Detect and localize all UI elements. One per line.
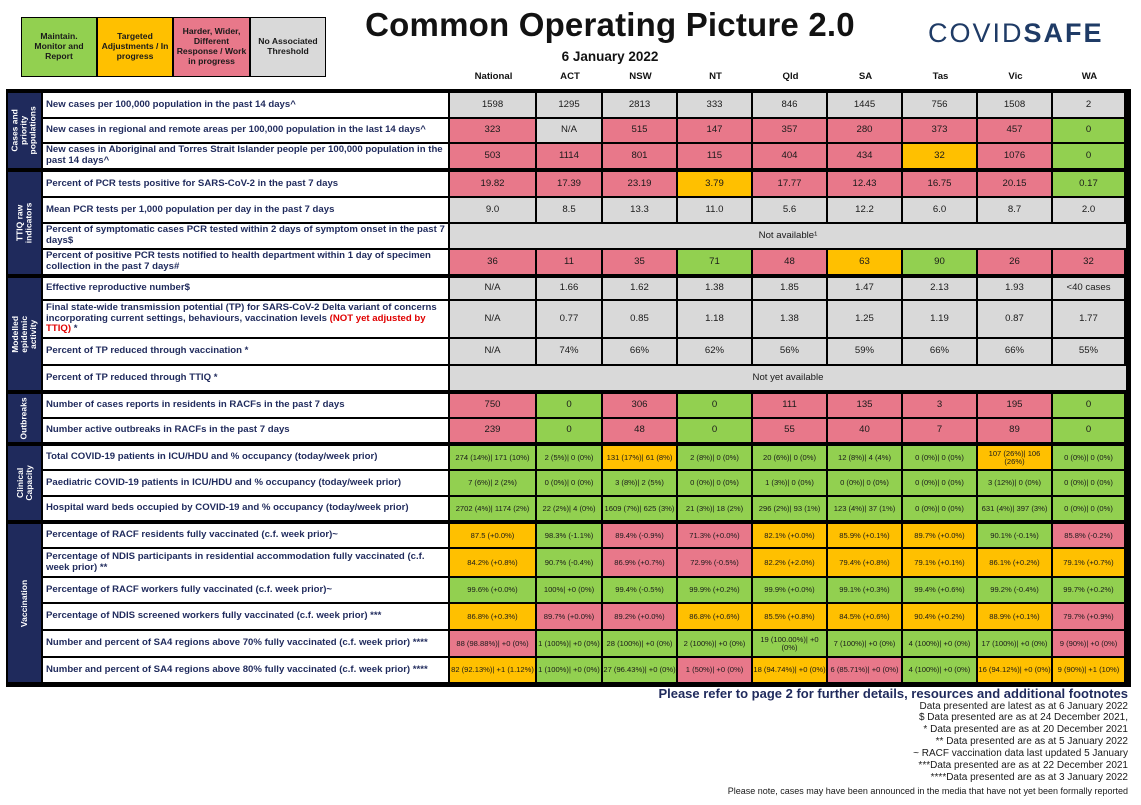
value-cell-sa: 40 [828, 419, 901, 442]
value-cell-nsw: 48 [603, 419, 676, 442]
value-cell-national: 750 [450, 394, 535, 417]
value-cell-wa: 1.77 [1053, 301, 1124, 337]
value-cell-qld: 48 [753, 250, 826, 274]
value-cell-national: 1598 [450, 93, 535, 117]
value-cell-qld: 357 [753, 119, 826, 142]
value-cell-tas: 373 [903, 119, 976, 142]
value-cell-nt: 115 [678, 144, 751, 168]
value-cell-nt: 0 [678, 419, 751, 442]
footnote-line: ** Data presented are as at 5 January 2022 [935, 736, 1128, 747]
value-cell-qld: 1.85 [753, 278, 826, 299]
value-cell-sa: 99.1% (+0.3%) [828, 578, 901, 602]
value-cell-wa: 0 [1053, 144, 1124, 168]
value-cell-nt: 11.0 [678, 198, 751, 222]
value-cell-vic: 107 (26%)| 106 (26%) [978, 446, 1051, 469]
value-cell-tas: 89.7% (+0.0%) [903, 524, 976, 547]
value-cell-qld: 404 [753, 144, 826, 168]
value-cell-act: N/A [537, 119, 601, 142]
value-cell-act: 90.7% (-0.4%) [537, 549, 601, 576]
value-cell-national: 19.82 [450, 172, 535, 196]
value-cell-wa: 9 (90%)| +1 (10%) [1053, 658, 1124, 682]
indicator-label: Percentage of RACF workers fully vaccinated (c.f. week prior)~ [43, 578, 448, 602]
indicator-label: Total COVID-19 patients in ICU/HDU and % occupancy (today/week prior) [43, 446, 448, 469]
value-cell-tas: 3 [903, 394, 976, 417]
column-header-vic: Vic [1008, 71, 1023, 82]
indicator-label: Number and percent of SA4 regions above 70% fully vaccinated (c.f. week prior) **** [43, 631, 448, 656]
value-cell-qld: 1.38 [753, 301, 826, 337]
value-cell-tas: 2.13 [903, 278, 976, 299]
value-cell-nsw: 89.4% (-0.9%) [603, 524, 676, 547]
value-cell-qld: 1 (3%)| 0 (0%) [753, 471, 826, 495]
value-cell-national: 7 (6%)| 2 (2%) [450, 471, 535, 495]
value-cell-sa: 7 (100%)| +0 (0%) [828, 631, 901, 656]
value-cell-sa: 280 [828, 119, 901, 142]
value-cell-qld: 55 [753, 419, 826, 442]
value-cell-tas: 79.1% (+0.1%) [903, 549, 976, 576]
value-cell-tas: 0 (0%)| 0 (0%) [903, 497, 976, 520]
indicator-label: Percentage of NDIS participants in residential accommodation fully vaccinated (c.f. week prior) ** [43, 549, 448, 576]
value-cell-national: 87.5 (+0.0%) [450, 524, 535, 547]
value-cell-sa: 1.25 [828, 301, 901, 337]
value-cell-act: 8.5 [537, 198, 601, 222]
value-cell-vic: 20.15 [978, 172, 1051, 196]
column-header-qld: Qld [782, 71, 799, 82]
value-cell-nt: 0 [678, 394, 751, 417]
value-cell-wa: 0 [1053, 394, 1124, 417]
value-cell-nt: 21 (3%)| 18 (2%) [678, 497, 751, 520]
value-cell-vic: 3 (12%)| 0 (0%) [978, 471, 1051, 495]
value-cell-nsw: 801 [603, 144, 676, 168]
value-cell-vic: 457 [978, 119, 1051, 142]
value-cell-vic: 0.87 [978, 301, 1051, 337]
value-cell-qld: 20 (6%)| 0 (0%) [753, 446, 826, 469]
value-cell-wa: 0.17 [1053, 172, 1124, 196]
value-cell-wa: 0 (0%)| 0 (0%) [1053, 471, 1124, 495]
value-cell-national: 239 [450, 419, 535, 442]
value-cell-nt: 71.3% (+0.0%) [678, 524, 751, 547]
value-cell-vic: 1076 [978, 144, 1051, 168]
value-cell-wa: 55% [1053, 339, 1124, 364]
value-cell-nt: 86.8% (+0.6%) [678, 604, 751, 629]
value-cell-nsw: 86.9% (+0.7%) [603, 549, 676, 576]
value-cell-act: 0 [537, 419, 601, 442]
value-cell-sa: 12 (8%)| 4 (4%) [828, 446, 901, 469]
group-header: Clinical Capacity [8, 446, 41, 520]
value-cell-act: 100%| +0 (0%) [537, 578, 601, 602]
value-cell-wa: 85.8% (-0.2%) [1053, 524, 1124, 547]
value-cell-sa: 63 [828, 250, 901, 274]
indicator-label: Number and percent of SA4 regions above 80% fully vaccinated (c.f. week prior) **** [43, 658, 448, 682]
column-header-nt: NT [709, 71, 722, 82]
value-cell-nsw: 23.19 [603, 172, 676, 196]
value-cell-act: 1114 [537, 144, 601, 168]
indicator-label: Percentage of RACF residents fully vaccinated (c.f. week prior)~ [43, 524, 448, 547]
value-cell-nsw: 13.3 [603, 198, 676, 222]
value-cell-act: 22 (2%)| 4 (0%) [537, 497, 601, 520]
group-header: TTIQ raw indicators [8, 172, 41, 274]
column-header-nsw: NSW [629, 71, 652, 82]
value-cell-nsw: 3 (8%)| 2 (5%) [603, 471, 676, 495]
value-cell-nsw: 27 (96.43%)| +0 (0%) [603, 658, 676, 682]
value-cell-wa: 79.7% (+0.9%) [1053, 604, 1124, 629]
value-cell-sa: 123 (4%)| 37 (1%) [828, 497, 901, 520]
value-cell-vic: 8.7 [978, 198, 1051, 222]
column-header-wa: WA [1081, 71, 1098, 82]
indicator-label: Percent of TP reduced through vaccination * [43, 339, 448, 364]
value-cell-qld: 5.6 [753, 198, 826, 222]
value-cell-nt: 99.9% (+0.2%) [678, 578, 751, 602]
indicator-label: Percentage of NDIS screened workers fully vaccinated (c.f. week prior) *** [43, 604, 448, 629]
value-cell-national: 2702 (4%)| 1174 (2%) [450, 497, 535, 520]
value-cell-nt: 0 (0%)| 0 (0%) [678, 471, 751, 495]
value-cell-qld: 17.77 [753, 172, 826, 196]
value-cell-nt: 71 [678, 250, 751, 274]
value-cell-vic: 26 [978, 250, 1051, 274]
column-header-sa: SA [858, 71, 873, 82]
value-cell-sa: 79.4% (+0.8%) [828, 549, 901, 576]
value-cell-wa: 32 [1053, 250, 1124, 274]
value-cell-vic: 66% [978, 339, 1051, 364]
value-cell-nt: 1.18 [678, 301, 751, 337]
value-cell-vic: 16 (94.12%)| +0 (0%) [978, 658, 1051, 682]
value-cell-sa: 12.2 [828, 198, 901, 222]
indicator-label: Effective reproductive number$ [43, 278, 448, 299]
media-note: Please note, cases may have been announced in the media that have not yet been formally reported [727, 786, 1128, 796]
indicator-label: Mean PCR tests per 1,000 population per day in the past 7 days [43, 198, 448, 222]
value-cell-tas: 66% [903, 339, 976, 364]
value-cell-nsw: 306 [603, 394, 676, 417]
value-cell-national: N/A [450, 278, 535, 299]
value-cell-national: N/A [450, 339, 535, 364]
footnote-line: * Data presented are as at 20 December 2021 [923, 724, 1128, 735]
value-cell-national: 88 (98.88%)| +0 (0%) [450, 631, 535, 656]
group-header: Vaccination [8, 524, 41, 682]
page-2-reference: Please refer to page 2 for further details, resources and additional footnotes [658, 686, 1128, 701]
value-cell-national: 82 (92.13%)| +1 (1.12%) [450, 658, 535, 682]
value-cell-national: 99.6% (+0.0%) [450, 578, 535, 602]
value-cell-wa: 79.1% (+0.7%) [1053, 549, 1124, 576]
value-cell-qld: 846 [753, 93, 826, 117]
value-cell-vic: 631 (4%)| 397 (3%) [978, 497, 1051, 520]
legend-maintain: Maintain. Monitor and Report [21, 17, 97, 77]
value-cell-sa: 135 [828, 394, 901, 417]
value-cell-sa: 1445 [828, 93, 901, 117]
value-cell-wa: 0 [1053, 419, 1124, 442]
value-cell-tas: 1.19 [903, 301, 976, 337]
value-cell-national: 274 (14%)| 171 (10%) [450, 446, 535, 469]
value-cell-nsw: 1609 (7%)| 625 (3%) [603, 497, 676, 520]
legend-harder: Harder, Wider, Different Response / Work in progress [173, 17, 250, 77]
value-cell-tas: 0 (0%)| 0 (0%) [903, 446, 976, 469]
value-cell-sa: 6 (85.71%)| +0 (0%) [828, 658, 901, 682]
value-cell-nt: 333 [678, 93, 751, 117]
merged-value-cell: Not available¹ [450, 224, 1126, 248]
value-cell-vic: 88.9% (+0.1%) [978, 604, 1051, 629]
indicator-label: New cases per 100,000 population in the past 14 days^ [43, 93, 448, 117]
column-header-national: National [474, 71, 513, 82]
value-cell-vic: 1.93 [978, 278, 1051, 299]
value-cell-act: 0 [537, 394, 601, 417]
indicator-label: New cases in Aboriginal and Torres Strait Islander people per 100,000 population in the past 14 days^ [43, 144, 448, 168]
legend-targeted: Targeted Adjustments / In progress [97, 17, 173, 77]
value-cell-sa: 0 (0%)| 0 (0%) [828, 471, 901, 495]
value-cell-act: 98.3% (-1.1%) [537, 524, 601, 547]
merged-value-cell: Not yet available [450, 366, 1126, 390]
indicator-label: Percent of PCR tests positive for SARS-CoV-2 in the past 7 days [43, 172, 448, 196]
value-cell-act: 1 (100%)| +0 (0%) [537, 658, 601, 682]
value-cell-act: 2 (5%)| 0 (0%) [537, 446, 601, 469]
value-cell-nsw: 35 [603, 250, 676, 274]
value-cell-qld: 56% [753, 339, 826, 364]
value-cell-act: 89.7% (+0.0%) [537, 604, 601, 629]
value-cell-nsw: 2813 [603, 93, 676, 117]
value-cell-nsw: 0.85 [603, 301, 676, 337]
value-cell-national: N/A [450, 301, 535, 337]
footnote-line: Data presented are latest as at 6 January 2022 [919, 701, 1128, 712]
value-cell-wa: 0 [1053, 119, 1124, 142]
value-cell-wa: 0 (0%)| 0 (0%) [1053, 446, 1124, 469]
value-cell-tas: 90.4% (+0.2%) [903, 604, 976, 629]
value-cell-sa: 84.5% (+0.6%) [828, 604, 901, 629]
value-cell-act: 17.39 [537, 172, 601, 196]
value-cell-act: 1 (100%)| +0 (0%) [537, 631, 601, 656]
value-cell-tas: 32 [903, 144, 976, 168]
value-cell-tas: 7 [903, 419, 976, 442]
value-cell-act: 1.66 [537, 278, 601, 299]
report-date: 6 January 2022 [561, 49, 659, 64]
footnote-line: $ Data presented are as at 24 December 2021, [918, 712, 1128, 723]
value-cell-sa: 12.43 [828, 172, 901, 196]
value-cell-tas: 16.75 [903, 172, 976, 196]
value-cell-vic: 99.2% (-0.4%) [978, 578, 1051, 602]
indicator-label: Number active outbreaks in RACFs in the past 7 days [43, 419, 448, 442]
covidsafe-logo: COVIDSAFE [928, 18, 1104, 48]
value-cell-nsw: 131 (17%)| 61 (8%) [603, 446, 676, 469]
indicator-label: Percent of symptomatic cases PCR tested within 2 days of symptom onset in the past 7 days$ [43, 224, 448, 248]
indicator-label: Final state-wide transmission potential (TP) for SARS-CoV-2 Delta variant of concerns incorporating current settings, behaviours, vaccination levels (NOT yet adjusted by TTIQ) * [43, 301, 448, 337]
column-header-tas: Tas [932, 71, 949, 82]
value-cell-qld: 99.9% (+0.0%) [753, 578, 826, 602]
value-cell-act: 74% [537, 339, 601, 364]
page-title: Common Operating Picture 2.0 [365, 6, 855, 43]
value-cell-national: 36 [450, 250, 535, 274]
value-cell-tas: 4 (100%)| +0 (0%) [903, 658, 976, 682]
indicator-label: Percent of positive PCR tests notified to health department within 1 day of specimen collection in the past 7 days# [43, 250, 448, 274]
value-cell-qld: 296 (2%)| 93 (1%) [753, 497, 826, 520]
value-cell-nt: 3.79 [678, 172, 751, 196]
value-cell-wa: 9 (90%)| +0 (0%) [1053, 631, 1124, 656]
value-cell-act: 1295 [537, 93, 601, 117]
value-cell-tas: 756 [903, 93, 976, 117]
value-cell-nt: 1 (50%)| +0 (0%) [678, 658, 751, 682]
value-cell-nsw: 1.62 [603, 278, 676, 299]
value-cell-tas: 99.4% (+0.6%) [903, 578, 976, 602]
value-cell-wa: 2.0 [1053, 198, 1124, 222]
value-cell-tas: 90 [903, 250, 976, 274]
indicator-label: Percent of TP reduced through TTIQ * [43, 366, 448, 390]
value-cell-nsw: 89.2% (+0.0%) [603, 604, 676, 629]
indicator-label: Number of cases reports in residents in RACFs in the past 7 days [43, 394, 448, 417]
value-cell-tas: 6.0 [903, 198, 976, 222]
column-header-act: ACT [560, 71, 580, 82]
value-cell-tas: 0 (0%)| 0 (0%) [903, 471, 976, 495]
group-header: Modelled epidemic activity [8, 278, 41, 390]
value-cell-qld: 85.5% (+0.8%) [753, 604, 826, 629]
indicator-label: Paediatric COVID-19 patients in ICU/HDU and % occupancy (today/week prior) [43, 471, 448, 495]
group-header: Cases and priority populations [8, 93, 41, 168]
value-cell-national: 503 [450, 144, 535, 168]
value-cell-nt: 2 (100%)| +0 (0%) [678, 631, 751, 656]
value-cell-sa: 59% [828, 339, 901, 364]
value-cell-vic: 89 [978, 419, 1051, 442]
group-header: Outbreaks [8, 394, 41, 442]
value-cell-nt: 62% [678, 339, 751, 364]
footnote-line: ~ RACF vaccination data last updated 5 January [913, 748, 1128, 759]
value-cell-national: 323 [450, 119, 535, 142]
value-cell-qld: 111 [753, 394, 826, 417]
value-cell-national: 84.2% (+0.8%) [450, 549, 535, 576]
value-cell-qld: 82.1% (+0.0%) [753, 524, 826, 547]
footnote-line: ***Data presented are as at 22 December 2021 [918, 760, 1128, 771]
value-cell-nsw: 515 [603, 119, 676, 142]
value-cell-qld: 82.2% (+2.0%) [753, 549, 826, 576]
value-cell-wa: 2 [1053, 93, 1124, 117]
value-cell-nt: 72.9% (-0.5%) [678, 549, 751, 576]
footnote-line: ****Data presented are as at 3 January 2022 [930, 772, 1128, 783]
value-cell-nsw: 28 (100%)| +0 (0%) [603, 631, 676, 656]
legend-no-threshold: No Associated Threshold [250, 17, 326, 77]
value-cell-nt: 1.38 [678, 278, 751, 299]
indicator-label: Hospital ward beds occupied by COVID-19 and % occupancy (today/week prior) [43, 497, 448, 520]
value-cell-vic: 90.1% (-0.1%) [978, 524, 1051, 547]
value-cell-vic: 195 [978, 394, 1051, 417]
value-cell-wa: 99.7% (+0.2%) [1053, 578, 1124, 602]
value-cell-nsw: 99.4% (-0.5%) [603, 578, 676, 602]
value-cell-wa: <40 cases [1053, 278, 1124, 299]
value-cell-nsw: 66% [603, 339, 676, 364]
value-cell-nt: 2 (8%)| 0 (0%) [678, 446, 751, 469]
value-cell-nt: 147 [678, 119, 751, 142]
value-cell-sa: 434 [828, 144, 901, 168]
value-cell-act: 0.77 [537, 301, 601, 337]
value-cell-vic: 1508 [978, 93, 1051, 117]
value-cell-act: 11 [537, 250, 601, 274]
value-cell-vic: 86.1% (+0.2%) [978, 549, 1051, 576]
value-cell-wa: 0 (0%)| 0 (0%) [1053, 497, 1124, 520]
value-cell-sa: 1.47 [828, 278, 901, 299]
value-cell-national: 9.0 [450, 198, 535, 222]
value-cell-vic: 17 (100%)| +0 (0%) [978, 631, 1051, 656]
indicator-label: New cases in regional and remote areas per 100,000 population in the last 14 days^ [43, 119, 448, 142]
value-cell-tas: 4 (100%)| +0 (0%) [903, 631, 976, 656]
value-cell-national: 86.8% (+0.3%) [450, 604, 535, 629]
value-cell-qld: 19 (100.00%)| +0 (0%) [753, 631, 826, 656]
value-cell-sa: 85.9% (+0.1%) [828, 524, 901, 547]
value-cell-qld: 18 (94.74%)| +0 (0%) [753, 658, 826, 682]
value-cell-act: 0 (0%)| 0 (0%) [537, 471, 601, 495]
